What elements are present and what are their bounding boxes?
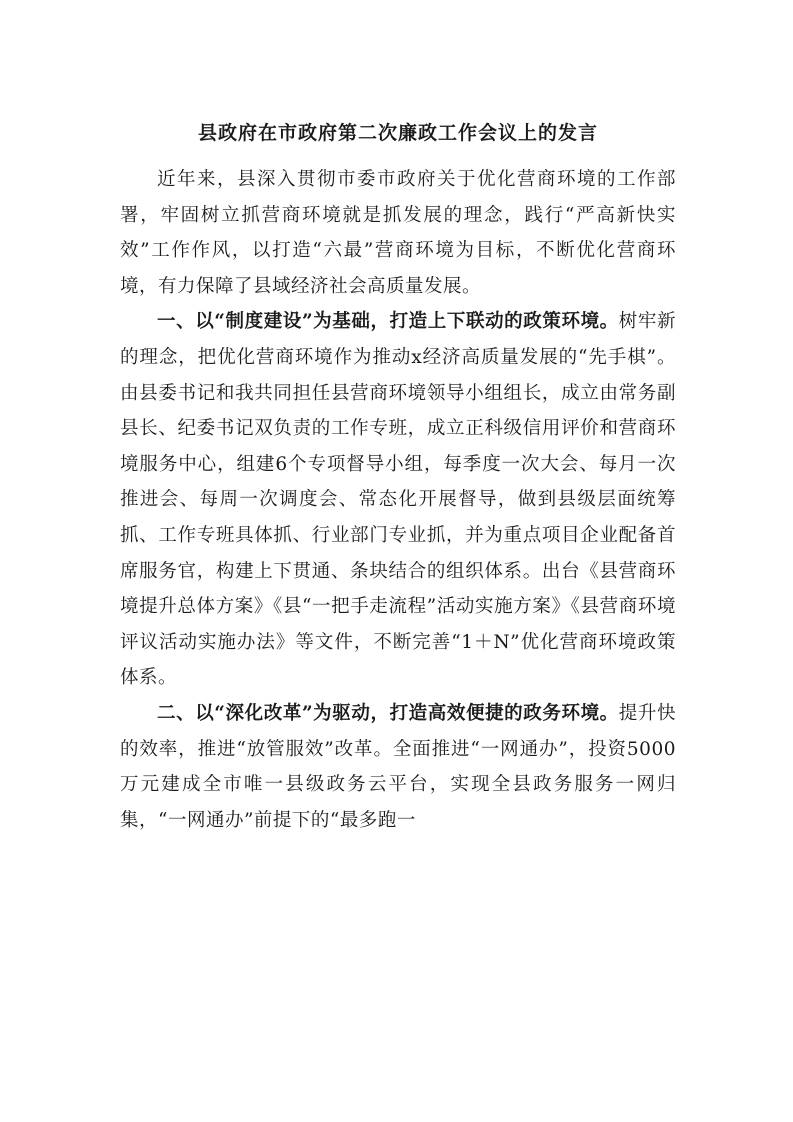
section-1-heading: 一、以“制度建设”为基础，打造上下联动的政策环境。: [157, 311, 619, 333]
section-2-heading: 二、以“深化改革”为驱动，打造高效便捷的政务环境。: [157, 702, 619, 724]
section-2-body: 提升快的效率，推进“放管服效”改革。全面推进“一网通办”，投资5000万元建成全市唯一县级政务云平台，实现全县政务服务一网归集，“一网通办”前提下的“最多跑一: [120, 702, 676, 831]
document-page: [120, 118, 676, 838]
section-1-paragraph: [120, 304, 676, 696]
intro-paragraph: 近年来，县深入贯彻市委市政府关于优化营商环境的工作部署，牢固树立抓营商环境就是抓发展的理念，践行“严高新快实效”工作作风，以打造“六最”营商环境为目标，不断优化营商环境，有力保障了县域经济社会高质量发展。: [120, 169, 676, 297]
section-2-paragraph: [120, 696, 676, 838]
section-1-body: 树牢新的理念，把优化营商环境作为推动x经济高质量发展的“先手棋”。由县委书记和我共同担任县营商环境领导小组组长，成立由常务副县长、纪委书记双负责的工作专班，成立正科级信用评价和营商环境服务中心，组建6个专项督导小组，每季度一次大会、每月一次推进会、每周一次调度会、常态化开展督导，做到县级层面统筹抓、工作专班具体抓、行业部门专业抓，并为重点项目企业配备首席服务官，构建上下贯通、条块结合的组织体系。出台《县营商环境提升总体方案》《县“一把手走流程”活动实施方案》《县营商环境评议活动实施办法》等文件，不断完善“1＋N”优化营商环境政策体系。: [120, 311, 676, 689]
document-title: 县政府在市政府第二次廉政工作会议上的发言: [197, 122, 598, 144]
